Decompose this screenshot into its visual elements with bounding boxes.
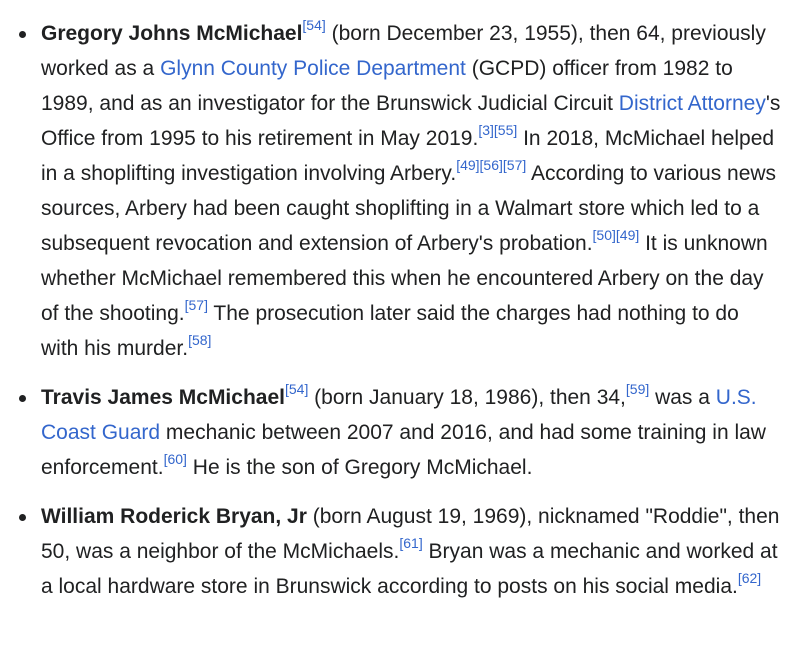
- citation-link[interactable]: [58]: [188, 332, 212, 348]
- body-text: (born January 18, 1986), then 34,: [308, 386, 626, 409]
- people-list: [0, 16, 798, 604]
- us-coast-guard-link[interactable]: U.S. Coast Guard: [41, 386, 757, 444]
- body-text: (born December 23, 1955), then 64, previously worked as a: [41, 22, 766, 80]
- citation-link[interactable]: [61]: [399, 535, 423, 551]
- citation-link[interactable]: [60]: [163, 451, 187, 467]
- body-text: According to various news sources, Arbery had been caught shoplifting in a Walmart store which led to a subsequent revocation and extension of Arbery's probation.: [41, 162, 777, 255]
- bullet: [19, 395, 26, 402]
- list-item-travis-mcmichael: [0, 380, 781, 485]
- body-text: It is unknown whether McMichael remembered this when he encountered Arbery on the day of the shooting.: [41, 232, 768, 325]
- citation-link[interactable]: [3]: [478, 122, 494, 138]
- citation-link[interactable]: [49]: [615, 227, 640, 243]
- list-item-william-bryan: [0, 499, 781, 604]
- citation-link[interactable]: [54]: [302, 17, 326, 33]
- citation-link[interactable]: [57]: [502, 157, 527, 173]
- body-text: Bryan was a mechanic and worked at a local hardware store in Brunswick according to posts on his social media.: [41, 540, 778, 598]
- person-name: Travis James McMichael: [41, 386, 285, 409]
- citation-link[interactable]: [49]: [456, 157, 480, 173]
- district-attorney-link[interactable]: District Attorney: [618, 92, 766, 115]
- person-name: Gregory Johns McMichael: [41, 22, 303, 45]
- citation-link[interactable]: [54]: [284, 381, 309, 397]
- citation-link[interactable]: [62]: [737, 570, 762, 586]
- citation-link[interactable]: [56]: [479, 157, 503, 173]
- citation-link[interactable]: [55]: [493, 122, 518, 138]
- citation-link[interactable]: [57]: [184, 297, 208, 313]
- person-name: William Roderick Bryan, Jr: [41, 505, 307, 528]
- glynn-county-police-link[interactable]: Glynn County Police Department: [160, 57, 466, 80]
- list-item-gregory-mcmichael: [0, 16, 781, 366]
- body-text: The prosecution later said the charges had nothing to do with his murder.: [41, 302, 739, 360]
- body-text: 's Office from 1995 to his retirement in May 2019.: [41, 92, 781, 150]
- body-text: In 2018, McMichael helped in a shoplifting investigation involving Arbery.: [41, 127, 775, 185]
- bullet: [19, 514, 26, 521]
- citation-link[interactable]: [50]: [592, 227, 616, 243]
- citation-link[interactable]: [59]: [625, 381, 650, 397]
- body-text: was a: [649, 386, 716, 409]
- body-text: (GCPD) officer from 1982 to 1989, and as an investigator for the Brunswick Judicial Circuit: [41, 57, 733, 115]
- body-text: He is the son of Gregory McMichael.: [186, 456, 533, 479]
- body-text: mechanic between 2007 and 2016, and had some training in law enforcement.: [41, 421, 766, 479]
- bullet: [19, 31, 26, 38]
- body-text: (born August 19, 1969), nicknamed "Roddie", then 50, was a neighbor of the McMichaels.: [41, 505, 780, 563]
